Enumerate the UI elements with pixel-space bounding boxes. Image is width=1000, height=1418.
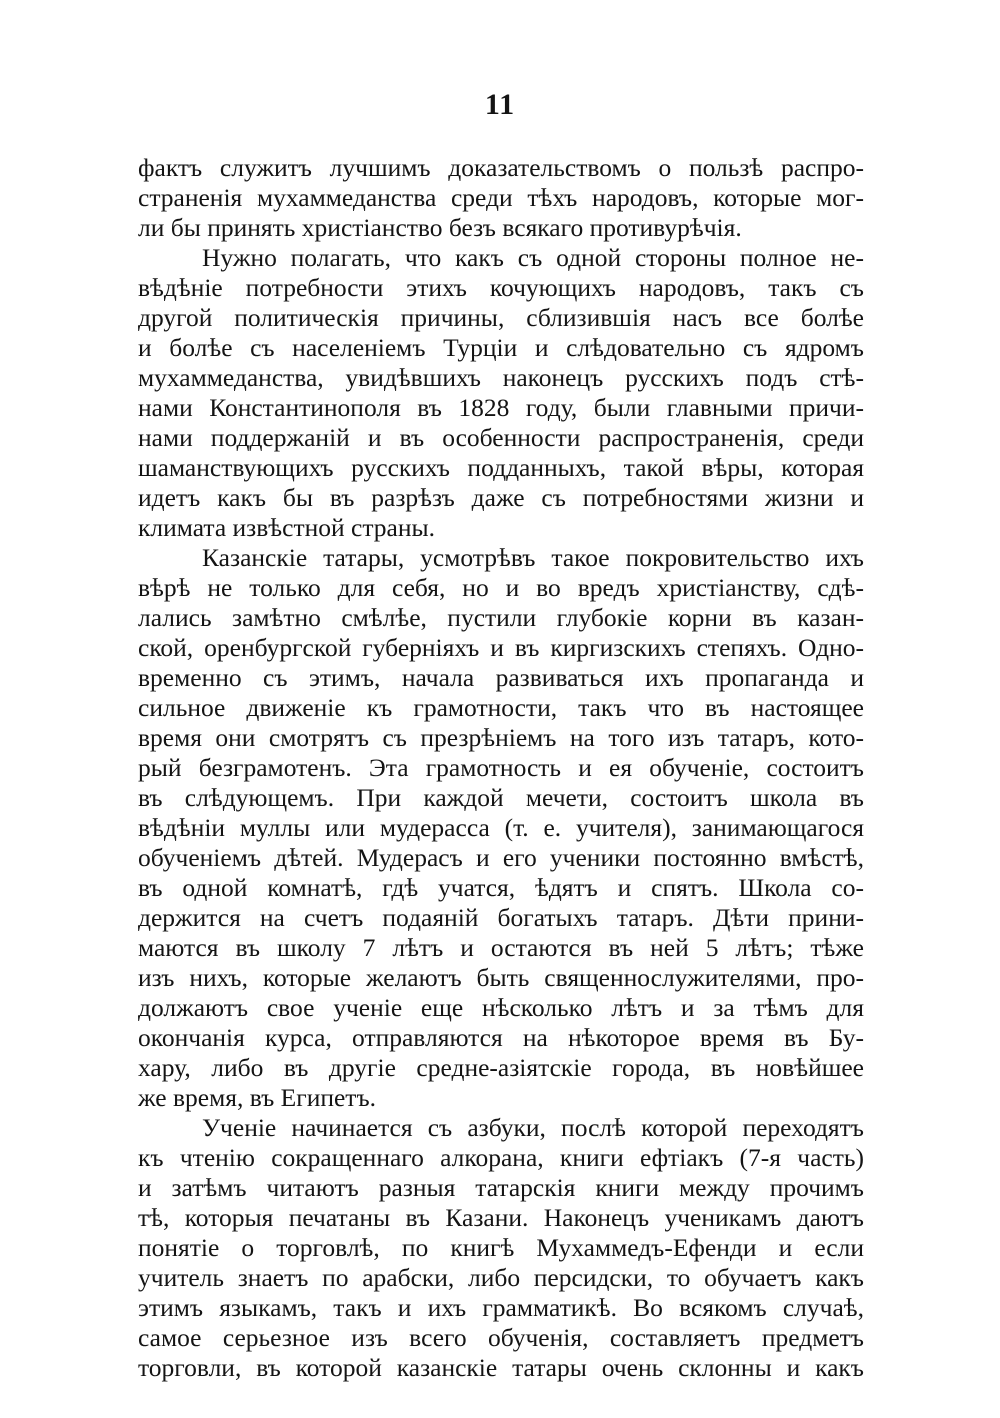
text-line: должаютъ свое ученіе еще нѣсколько лѣтъ и за тѣмъ для [138,993,864,1022]
text-line: держится на счетъ подаяній богатыхъ татаръ. Дѣти прини- [138,903,864,932]
text-line: обученіемъ дѣтей. Мудерасъ и его ученики постоянно вмѣстѣ, [138,843,864,872]
text-line: рый безграмотенъ. Эта грамотность и ея обученіе, состоитъ [138,753,864,782]
text-line: другой политическія причины, сблизившія насъ все болѣе [138,303,864,332]
body-text [138,153,864,1383]
text-line: въ слѣдующемъ. При каждой мечети, состоитъ школа въ [138,783,864,812]
text-line: ской, оренбургской губерніяхъ и въ киргизскихъ степяхъ. Одно- [138,633,864,662]
paragraph-2 [138,243,864,543]
text-line: Ученіе начинается съ азбуки, послѣ которой переходятъ [202,1113,864,1142]
text-line: маются въ школу 7 лѣтъ и остаются въ ней 5 лѣтъ; тѣже [138,933,864,962]
paragraph-4 [138,1113,864,1383]
text-line: вѣрѣ не только для себя, но и во вредъ христіанству, сдѣ- [138,573,864,602]
text-line: торговли, въ которой казанскіе татары очень склонны и какъ [138,1353,864,1382]
text-line: вѣдѣніе потребности этихъ кочующихъ народовъ, такъ съ [138,273,864,302]
text-line: ли бы принять христіанство безъ всякаго противурѣчія. [138,213,742,242]
text-line: понятіе о торговлѣ, по книгѣ Мухаммедъ-Ефенди и если [138,1233,864,1262]
text-line: и затѣмъ читаютъ разныя татарскія книги между прочимъ [138,1173,864,1202]
text-line: сильное движеніе къ грамотности, такъ что въ настоящее [138,693,864,722]
text-line: окончанія курса, отправляются на нѣкоторое время въ Бу- [138,1023,864,1052]
page-number: 11 [484,88,516,121]
paragraph-3 [138,543,864,1113]
text-line: мухаммеданства, увидѣвшихъ наконецъ русскихъ подъ стѣ- [138,363,864,392]
text-line: время они смотрятъ съ презрѣніемъ на того изъ татаръ, кото- [138,723,864,752]
text-line: въ одной комнатѣ, гдѣ учатся, ѣдятъ и спятъ. Школа со- [138,873,864,902]
text-line: страненія мухаммеданства среди тѣхъ народовъ, которые мог- [138,183,864,212]
text-line: временно съ этимъ, начала развиваться ихъ пропаганда и [138,663,864,692]
text-line: Нужно полагать, что какъ съ одной стороны полное не- [202,243,864,272]
text-line: самое серьезное изъ всего обученія, составляетъ предметъ [138,1323,864,1352]
text-line: нами поддержаній и въ особенности распространенія, среди [138,423,864,452]
paragraph-1 [138,153,864,243]
text-line: къ чтенію сокращеннаго алкорана, книги ефтіакъ (7-я часть) [138,1143,864,1172]
text-line: хару, либо въ другіе средне-азіятскіе города, въ новѣйшее [138,1053,864,1082]
text-line: нами Константинополя въ 1828 году, были главными причи- [138,393,864,422]
text-line: этимъ языкамъ, такъ и ихъ грамматикѣ. Во всякомъ случаѣ, [138,1293,864,1322]
text-line: вѣдѣніи муллы или мудерасса (т. е. учителя), занимающагося [138,813,864,842]
text-line: шаманствующихъ русскихъ подданныхъ, такой вѣры, которая [138,453,864,482]
text-line: Казанскіе татары, усмотрѣвъ такое покровительство ихъ [202,543,864,572]
text-line: климата извѣстной страны. [138,513,436,542]
text-line: учитель знаетъ по арабски, либо персидски, то обучаетъ какъ [138,1263,864,1292]
text-line: и болѣе съ населеніемъ Турціи и слѣдовательно съ ядромъ [138,333,864,362]
text-line: лались замѣтно смѣлѣе, пустили глубокіе корни въ казан- [138,603,864,632]
text-line: тѣ, которыя печатаны въ Казани. Наконецъ ученикамъ даютъ [138,1203,864,1232]
text-line: идетъ какъ бы въ разрѣзъ даже съ потребностями жизни и [138,483,864,512]
text-line: фактъ служитъ лучшимъ доказательствомъ о пользѣ распро- [138,153,864,182]
text-line: изъ нихъ, которые желаютъ быть священнослужителями, про- [138,963,864,992]
text-line: же время, въ Египетъ. [138,1083,377,1112]
